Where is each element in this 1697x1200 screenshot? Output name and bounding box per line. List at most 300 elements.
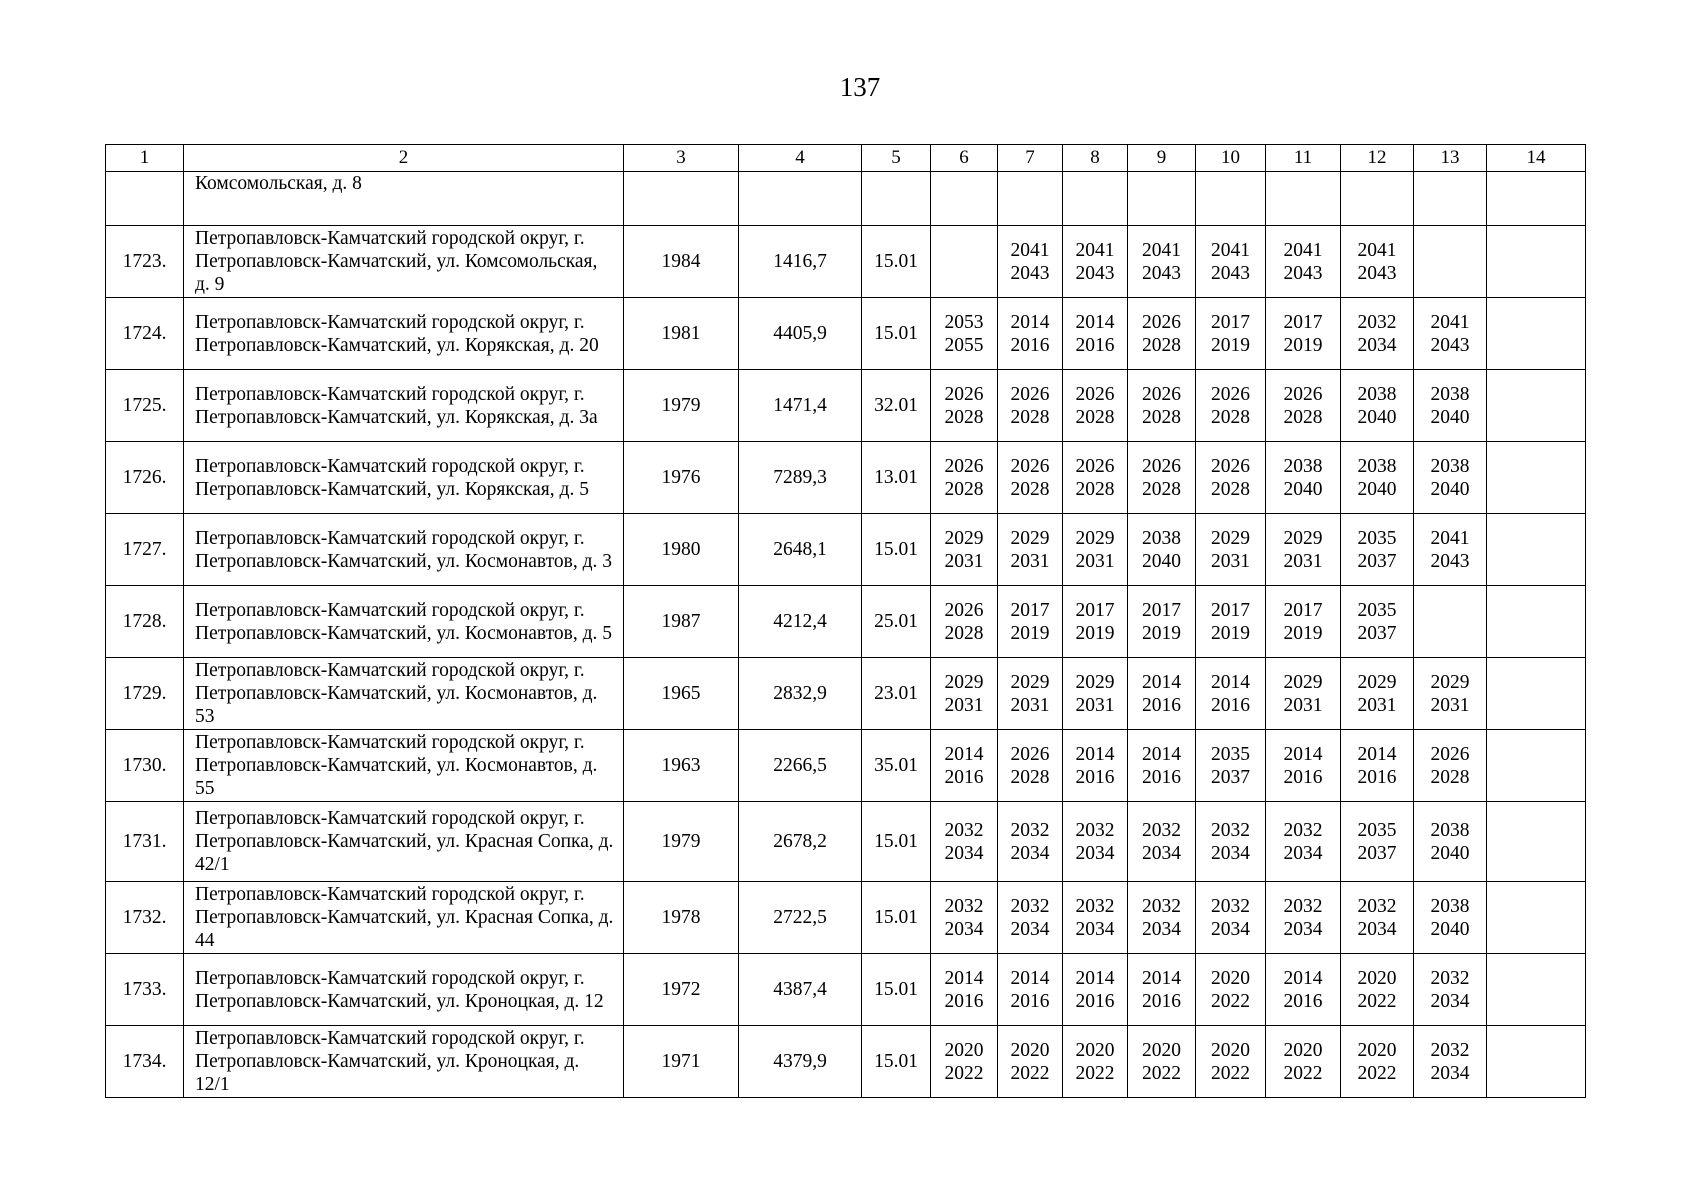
period-cell (1128, 370, 1196, 442)
period-start-year: 2035 (1357, 819, 1397, 841)
period-start-year: 2014 (1357, 743, 1397, 765)
period-cell (1341, 882, 1414, 954)
period-cell (1128, 298, 1196, 370)
empty-cell (931, 172, 998, 226)
period-cell (931, 730, 998, 802)
period-cell (931, 882, 998, 954)
period-start-year: 2017 (1075, 599, 1115, 621)
code-cell: 32.01 (862, 370, 931, 442)
period-start-year: 2032 (1075, 819, 1115, 841)
period-end-year: 2034 (1211, 918, 1250, 940)
row-number-cell: 1733. (106, 954, 184, 1026)
period-start-year: 2026 (1010, 743, 1050, 765)
period-start-year: 2029 (1075, 671, 1115, 693)
period-end-year: 2016 (1010, 990, 1050, 1012)
period-start-year: 2026 (1010, 383, 1050, 405)
period-start-year: 2014 (1142, 743, 1181, 765)
period-end-year: 2040 (1430, 918, 1470, 940)
period-end-year: 2016 (1075, 990, 1115, 1012)
table-row (106, 586, 1586, 658)
period-end-year: 2034 (1010, 918, 1050, 940)
period-end-year: 2043 (1283, 262, 1323, 284)
period-end-year: 2040 (1142, 550, 1181, 572)
period-end-year: 2028 (1211, 406, 1250, 428)
row-number-cell: 1730. (106, 730, 184, 802)
period-cell (1341, 442, 1414, 514)
period-end-year: 2034 (1211, 842, 1250, 864)
period-start-year: 2029 (944, 671, 984, 693)
column-header: 10 (1196, 145, 1266, 172)
column-number-row (106, 145, 1586, 172)
row-number-cell: 1734. (106, 1026, 184, 1098)
empty-cell (1266, 172, 1341, 226)
period-end-year: 2028 (1010, 478, 1050, 500)
period-end-year: 2016 (1010, 334, 1050, 356)
period-cell (998, 730, 1063, 802)
col14-cell (1487, 298, 1586, 370)
period-cell (931, 1026, 998, 1098)
period-end-year: 2040 (1430, 842, 1470, 864)
code-cell: 13.01 (862, 442, 931, 514)
col14-cell (1487, 730, 1586, 802)
period-cell (1063, 514, 1128, 586)
period-cell (1266, 882, 1341, 954)
code-cell: 23.01 (862, 658, 931, 730)
period-end-year: 2022 (1211, 990, 1250, 1012)
period-start-year: 2041 (1430, 527, 1470, 549)
period-start-year: 2014 (1283, 743, 1323, 765)
period-start-year: 2035 (1357, 599, 1397, 621)
period-start-year: 2032 (1211, 895, 1250, 917)
period-end-year: 2040 (1430, 478, 1470, 500)
code-cell: 15.01 (862, 802, 931, 882)
period-end-year: 2031 (1283, 694, 1323, 716)
period-start-year: 2032 (1283, 819, 1323, 841)
empty-cell (1487, 172, 1586, 226)
period-cell (1063, 658, 1128, 730)
period-start-year: 2014 (1075, 311, 1115, 333)
period-start-year: 2014 (1142, 967, 1181, 989)
period-start-year: 2041 (1075, 239, 1115, 261)
period-end-year: 2016 (1142, 990, 1181, 1012)
period-start-year: 2014 (1075, 743, 1115, 765)
period-end-year: 2040 (1283, 478, 1323, 500)
period-start-year: 2026 (944, 599, 984, 621)
period-end-year: 2016 (1075, 766, 1115, 788)
period-start-year: 2014 (1142, 671, 1181, 693)
period-end-year: 2028 (1430, 766, 1470, 788)
column-header: 13 (1414, 145, 1487, 172)
period-end-year: 2037 (1357, 550, 1397, 572)
period-cell (1266, 586, 1341, 658)
period-end-year: 2028 (1142, 334, 1181, 356)
period-end-year: 2019 (1075, 622, 1115, 644)
table-row (106, 882, 1586, 954)
period-cell (1128, 442, 1196, 514)
period-cell (1266, 730, 1341, 802)
empty-cell (998, 172, 1063, 226)
period-start-year: 2041 (1430, 311, 1470, 333)
period-start-year: 2038 (1430, 455, 1470, 477)
build-year-cell: 1984 (624, 226, 739, 298)
period-cell (931, 658, 998, 730)
address-cell: Петропавловск-Камчатский городской округ, г. Петропавловск-Камчатский, ул. Корякская, д. 5 (184, 442, 624, 514)
col14-cell (1487, 658, 1586, 730)
period-start-year: 2041 (1211, 239, 1250, 261)
period-cell (1266, 514, 1341, 586)
address-cell: Петропавловск-Камчатский городской округ, г. Петропавловск-Камчатский, ул. Космонавтов, д. 53 (184, 658, 624, 730)
period-cell (1063, 298, 1128, 370)
period-end-year: 2028 (944, 478, 984, 500)
code-cell: 15.01 (862, 1026, 931, 1098)
period-cell (1414, 1026, 1487, 1098)
period-start-year: 2041 (1357, 239, 1397, 261)
table-row (106, 514, 1586, 586)
address-cell: Петропавловск-Камчатский городской округ, г. Петропавловск-Камчатский, ул. Комсомольская, д. 9 (184, 226, 624, 298)
period-cell (1341, 226, 1414, 298)
period-cell (1063, 226, 1128, 298)
period-end-year: 2022 (1357, 990, 1397, 1012)
table-row (106, 442, 1586, 514)
period-cell (1063, 730, 1128, 802)
period-cell (1196, 514, 1266, 586)
period-start-year: 2026 (1430, 743, 1470, 765)
col14-cell (1487, 1026, 1586, 1098)
table-row (106, 298, 1586, 370)
period-start-year: 2029 (1283, 671, 1323, 693)
period-start-year: 2026 (1010, 455, 1050, 477)
area-cell: 4387,4 (739, 954, 862, 1026)
period-cell (931, 298, 998, 370)
period-start-year: 2026 (944, 383, 984, 405)
period-cell (1196, 802, 1266, 882)
period-start-year: 2032 (1211, 819, 1250, 841)
period-cell (1063, 442, 1128, 514)
address-cell: Петропавловск-Камчатский городской округ, г. Петропавловск-Камчатский, ул. Кроноцкая, д. 12 (184, 954, 624, 1026)
period-cell (931, 586, 998, 658)
code-cell: 15.01 (862, 226, 931, 298)
period-start-year: 2026 (1142, 383, 1181, 405)
period-cell (1266, 442, 1341, 514)
empty-cell (1414, 172, 1487, 226)
period-end-year: 2055 (944, 334, 984, 356)
period-cell (1266, 370, 1341, 442)
period-end-year: 2034 (1010, 842, 1050, 864)
period-end-year: 2016 (944, 766, 984, 788)
period-cell (1341, 1026, 1414, 1098)
row-number-cell: 1725. (106, 370, 184, 442)
column-header: 1 (106, 145, 184, 172)
table-row (106, 802, 1586, 882)
address-cell: Петропавловск-Камчатский городской округ, г. Петропавловск-Камчатский, ул. Корякская, д. 3а (184, 370, 624, 442)
area-cell: 2266,5 (739, 730, 862, 802)
period-cell (1128, 226, 1196, 298)
period-end-year: 2028 (944, 622, 984, 644)
period-start-year: 2020 (944, 1039, 984, 1061)
table-row (106, 730, 1586, 802)
area-cell: 4379,9 (739, 1026, 862, 1098)
column-header: 6 (931, 145, 998, 172)
period-cell (1128, 586, 1196, 658)
period-cell (1341, 802, 1414, 882)
period-start-year: 2017 (1283, 311, 1323, 333)
col14-cell (1487, 370, 1586, 442)
period-cell (998, 514, 1063, 586)
period-cell (1196, 370, 1266, 442)
period-start-year: 2032 (1357, 895, 1397, 917)
period-end-year: 2022 (1075, 1062, 1115, 1084)
period-end-year: 2031 (1010, 550, 1050, 572)
period-end-year: 2043 (1211, 262, 1250, 284)
period-end-year: 2022 (1010, 1062, 1050, 1084)
period-cell (1063, 370, 1128, 442)
period-cell (1414, 514, 1487, 586)
column-header: 3 (624, 145, 739, 172)
period-start-year: 2032 (1142, 895, 1181, 917)
period-cell (1128, 730, 1196, 802)
period-end-year: 2022 (944, 1062, 984, 1084)
period-cell (1063, 954, 1128, 1026)
period-start-year: 2020 (1283, 1039, 1323, 1061)
code-cell: 15.01 (862, 514, 931, 586)
period-start-year: 2041 (1283, 239, 1323, 261)
period-cell (998, 298, 1063, 370)
period-cell (1414, 954, 1487, 1026)
period-start-year: 2032 (1010, 819, 1050, 841)
period-cell (931, 802, 998, 882)
period-start-year: 2014 (944, 967, 984, 989)
period-start-year: 2014 (1010, 967, 1050, 989)
build-year-cell: 1971 (624, 1026, 739, 1098)
period-end-year: 2028 (1211, 478, 1250, 500)
period-end-year: 2031 (1075, 694, 1115, 716)
period-end-year: 2031 (1075, 550, 1115, 572)
period-start-year: 2014 (1283, 967, 1323, 989)
period-end-year: 2034 (944, 842, 984, 864)
period-start-year: 2029 (1357, 671, 1397, 693)
area-cell: 7289,3 (739, 442, 862, 514)
period-start-year: 2038 (1430, 895, 1470, 917)
period-start-year: 2014 (1211, 671, 1250, 693)
period-start-year: 2017 (1211, 599, 1250, 621)
period-cell (1063, 882, 1128, 954)
period-cell (1128, 802, 1196, 882)
period-end-year: 2031 (1357, 694, 1397, 716)
area-cell: 4405,9 (739, 298, 862, 370)
period-start-year: 2020 (1075, 1039, 1115, 1061)
period-end-year: 2028 (1075, 406, 1115, 428)
period-end-year: 2043 (1010, 262, 1050, 284)
empty-cell (1063, 172, 1128, 226)
period-start-year: 2029 (1430, 671, 1470, 693)
period-start-year: 2014 (1010, 311, 1050, 333)
period-end-year: 2028 (1283, 406, 1323, 428)
period-cell (1414, 586, 1487, 658)
table-row (106, 226, 1586, 298)
period-cell (1414, 226, 1487, 298)
period-end-year: 2019 (1211, 334, 1250, 356)
period-start-year: 2032 (1430, 967, 1470, 989)
area-cell: 2722,5 (739, 882, 862, 954)
period-end-year: 2028 (944, 406, 984, 428)
code-cell: 25.01 (862, 586, 931, 658)
table-row (106, 954, 1586, 1026)
period-cell (998, 586, 1063, 658)
period-cell (1196, 586, 1266, 658)
period-end-year: 2034 (1357, 334, 1397, 356)
empty-cell (624, 172, 739, 226)
period-cell (1196, 298, 1266, 370)
period-start-year: 2014 (944, 743, 984, 765)
period-start-year: 2038 (1357, 383, 1397, 405)
code-cell: 15.01 (862, 298, 931, 370)
table-row (106, 370, 1586, 442)
period-cell (1128, 1026, 1196, 1098)
period-end-year: 2034 (1430, 1062, 1470, 1084)
column-header: 7 (998, 145, 1063, 172)
period-end-year: 2028 (1075, 478, 1115, 500)
column-header: 2 (184, 145, 624, 172)
period-end-year: 2034 (1357, 918, 1397, 940)
build-year-cell: 1978 (624, 882, 739, 954)
period-start-year: 2032 (944, 819, 984, 841)
period-end-year: 2043 (1357, 262, 1397, 284)
period-end-year: 2016 (944, 990, 984, 1012)
period-cell (1414, 370, 1487, 442)
build-year-cell: 1965 (624, 658, 739, 730)
period-cell (1196, 1026, 1266, 1098)
period-end-year: 2016 (1075, 334, 1115, 356)
period-end-year: 2019 (1283, 334, 1323, 356)
period-start-year: 2032 (1075, 895, 1115, 917)
area-cell: 4212,4 (739, 586, 862, 658)
area-cell: 1471,4 (739, 370, 862, 442)
period-cell (1341, 586, 1414, 658)
period-cell (1196, 658, 1266, 730)
code-cell: 15.01 (862, 954, 931, 1026)
period-start-year: 2038 (1142, 527, 1181, 549)
period-end-year: 2019 (1211, 622, 1250, 644)
area-cell: 1416,7 (739, 226, 862, 298)
period-start-year: 2032 (1430, 1039, 1470, 1061)
period-cell (1341, 298, 1414, 370)
period-end-year: 2016 (1283, 766, 1323, 788)
period-end-year: 2019 (1283, 622, 1323, 644)
period-start-year: 2032 (1010, 895, 1050, 917)
period-start-year: 2038 (1430, 819, 1470, 841)
period-start-year: 2029 (1283, 527, 1323, 549)
period-cell (931, 954, 998, 1026)
period-end-year: 2016 (1357, 766, 1397, 788)
period-cell (998, 882, 1063, 954)
period-start-year: 2026 (1283, 383, 1323, 405)
code-cell: 35.01 (862, 730, 931, 802)
period-end-year: 2034 (1283, 918, 1323, 940)
address-cell: Петропавловск-Камчатский городской округ, г. Петропавловск-Камчатский, ул. Космонавтов, д. 5 (184, 586, 624, 658)
period-end-year: 2022 (1142, 1062, 1181, 1084)
period-start-year: 2029 (1075, 527, 1115, 549)
period-start-year: 2017 (1211, 311, 1250, 333)
period-end-year: 2031 (944, 694, 984, 716)
period-cell (931, 370, 998, 442)
period-start-year: 2032 (1357, 311, 1397, 333)
column-header: 5 (862, 145, 931, 172)
column-header: 14 (1487, 145, 1586, 172)
period-start-year: 2029 (1211, 527, 1250, 549)
period-start-year: 2026 (1211, 383, 1250, 405)
period-end-year: 2043 (1430, 334, 1470, 356)
period-start-year: 2026 (1075, 383, 1115, 405)
period-start-year: 2020 (1357, 967, 1397, 989)
column-header: 11 (1266, 145, 1341, 172)
period-cell (1341, 370, 1414, 442)
period-start-year: 2029 (944, 527, 984, 549)
period-start-year: 2029 (1010, 671, 1050, 693)
column-header: 9 (1128, 145, 1196, 172)
period-end-year: 2031 (1211, 550, 1250, 572)
period-end-year: 2031 (1430, 694, 1470, 716)
period-cell (1266, 802, 1341, 882)
period-cell (1414, 298, 1487, 370)
period-end-year: 2034 (1283, 842, 1323, 864)
row-number-cell: 1728. (106, 586, 184, 658)
period-start-year: 2026 (1142, 455, 1181, 477)
period-end-year: 2019 (1010, 622, 1050, 644)
period-end-year: 2022 (1211, 1062, 1250, 1084)
period-cell (1266, 226, 1341, 298)
empty-cell (1341, 172, 1414, 226)
area-cell: 2678,2 (739, 802, 862, 882)
address-cell: Петропавловск-Камчатский городской округ, г. Петропавловск-Камчатский, ул. Кроноцкая, д. 12/1 (184, 1026, 624, 1098)
period-cell (1128, 954, 1196, 1026)
period-cell (1196, 882, 1266, 954)
period-cell (998, 802, 1063, 882)
period-end-year: 2019 (1142, 622, 1181, 644)
period-cell (1414, 658, 1487, 730)
col14-cell (1487, 802, 1586, 882)
period-cell (1414, 442, 1487, 514)
period-start-year: 2026 (944, 455, 984, 477)
period-start-year: 2020 (1211, 967, 1250, 989)
period-cell (1063, 586, 1128, 658)
period-cell (998, 954, 1063, 1026)
row-number-cell: 1727. (106, 514, 184, 586)
period-end-year: 2034 (1142, 842, 1181, 864)
address-cell: Петропавловск-Камчатский городской округ, г. Петропавловск-Камчатский, ул. Космонавтов, д. 3 (184, 514, 624, 586)
period-start-year: 2041 (1142, 239, 1181, 261)
address-cell: Петропавловск-Камчатский городской округ, г. Петропавловск-Камчатский, ул. Красная Сопка, д. 42/1 (184, 802, 624, 882)
area-cell: 2648,1 (739, 514, 862, 586)
period-start-year: 2038 (1430, 383, 1470, 405)
code-cell: 15.01 (862, 882, 931, 954)
period-end-year: 2016 (1142, 694, 1181, 716)
period-end-year: 2016 (1142, 766, 1181, 788)
period-end-year: 2028 (1142, 406, 1181, 428)
row-number-cell: 1729. (106, 658, 184, 730)
period-end-year: 2034 (1142, 918, 1181, 940)
period-start-year: 2017 (1283, 599, 1323, 621)
build-year-cell: 1981 (624, 298, 739, 370)
period-cell (1196, 954, 1266, 1026)
period-cell (1063, 1026, 1128, 1098)
period-end-year: 2040 (1430, 406, 1470, 428)
empty-cell (1128, 172, 1196, 226)
period-start-year: 2041 (1010, 239, 1050, 261)
period-end-year: 2028 (1010, 406, 1050, 428)
col14-cell (1487, 226, 1586, 298)
period-cell (1266, 954, 1341, 1026)
period-end-year: 2031 (1010, 694, 1050, 716)
